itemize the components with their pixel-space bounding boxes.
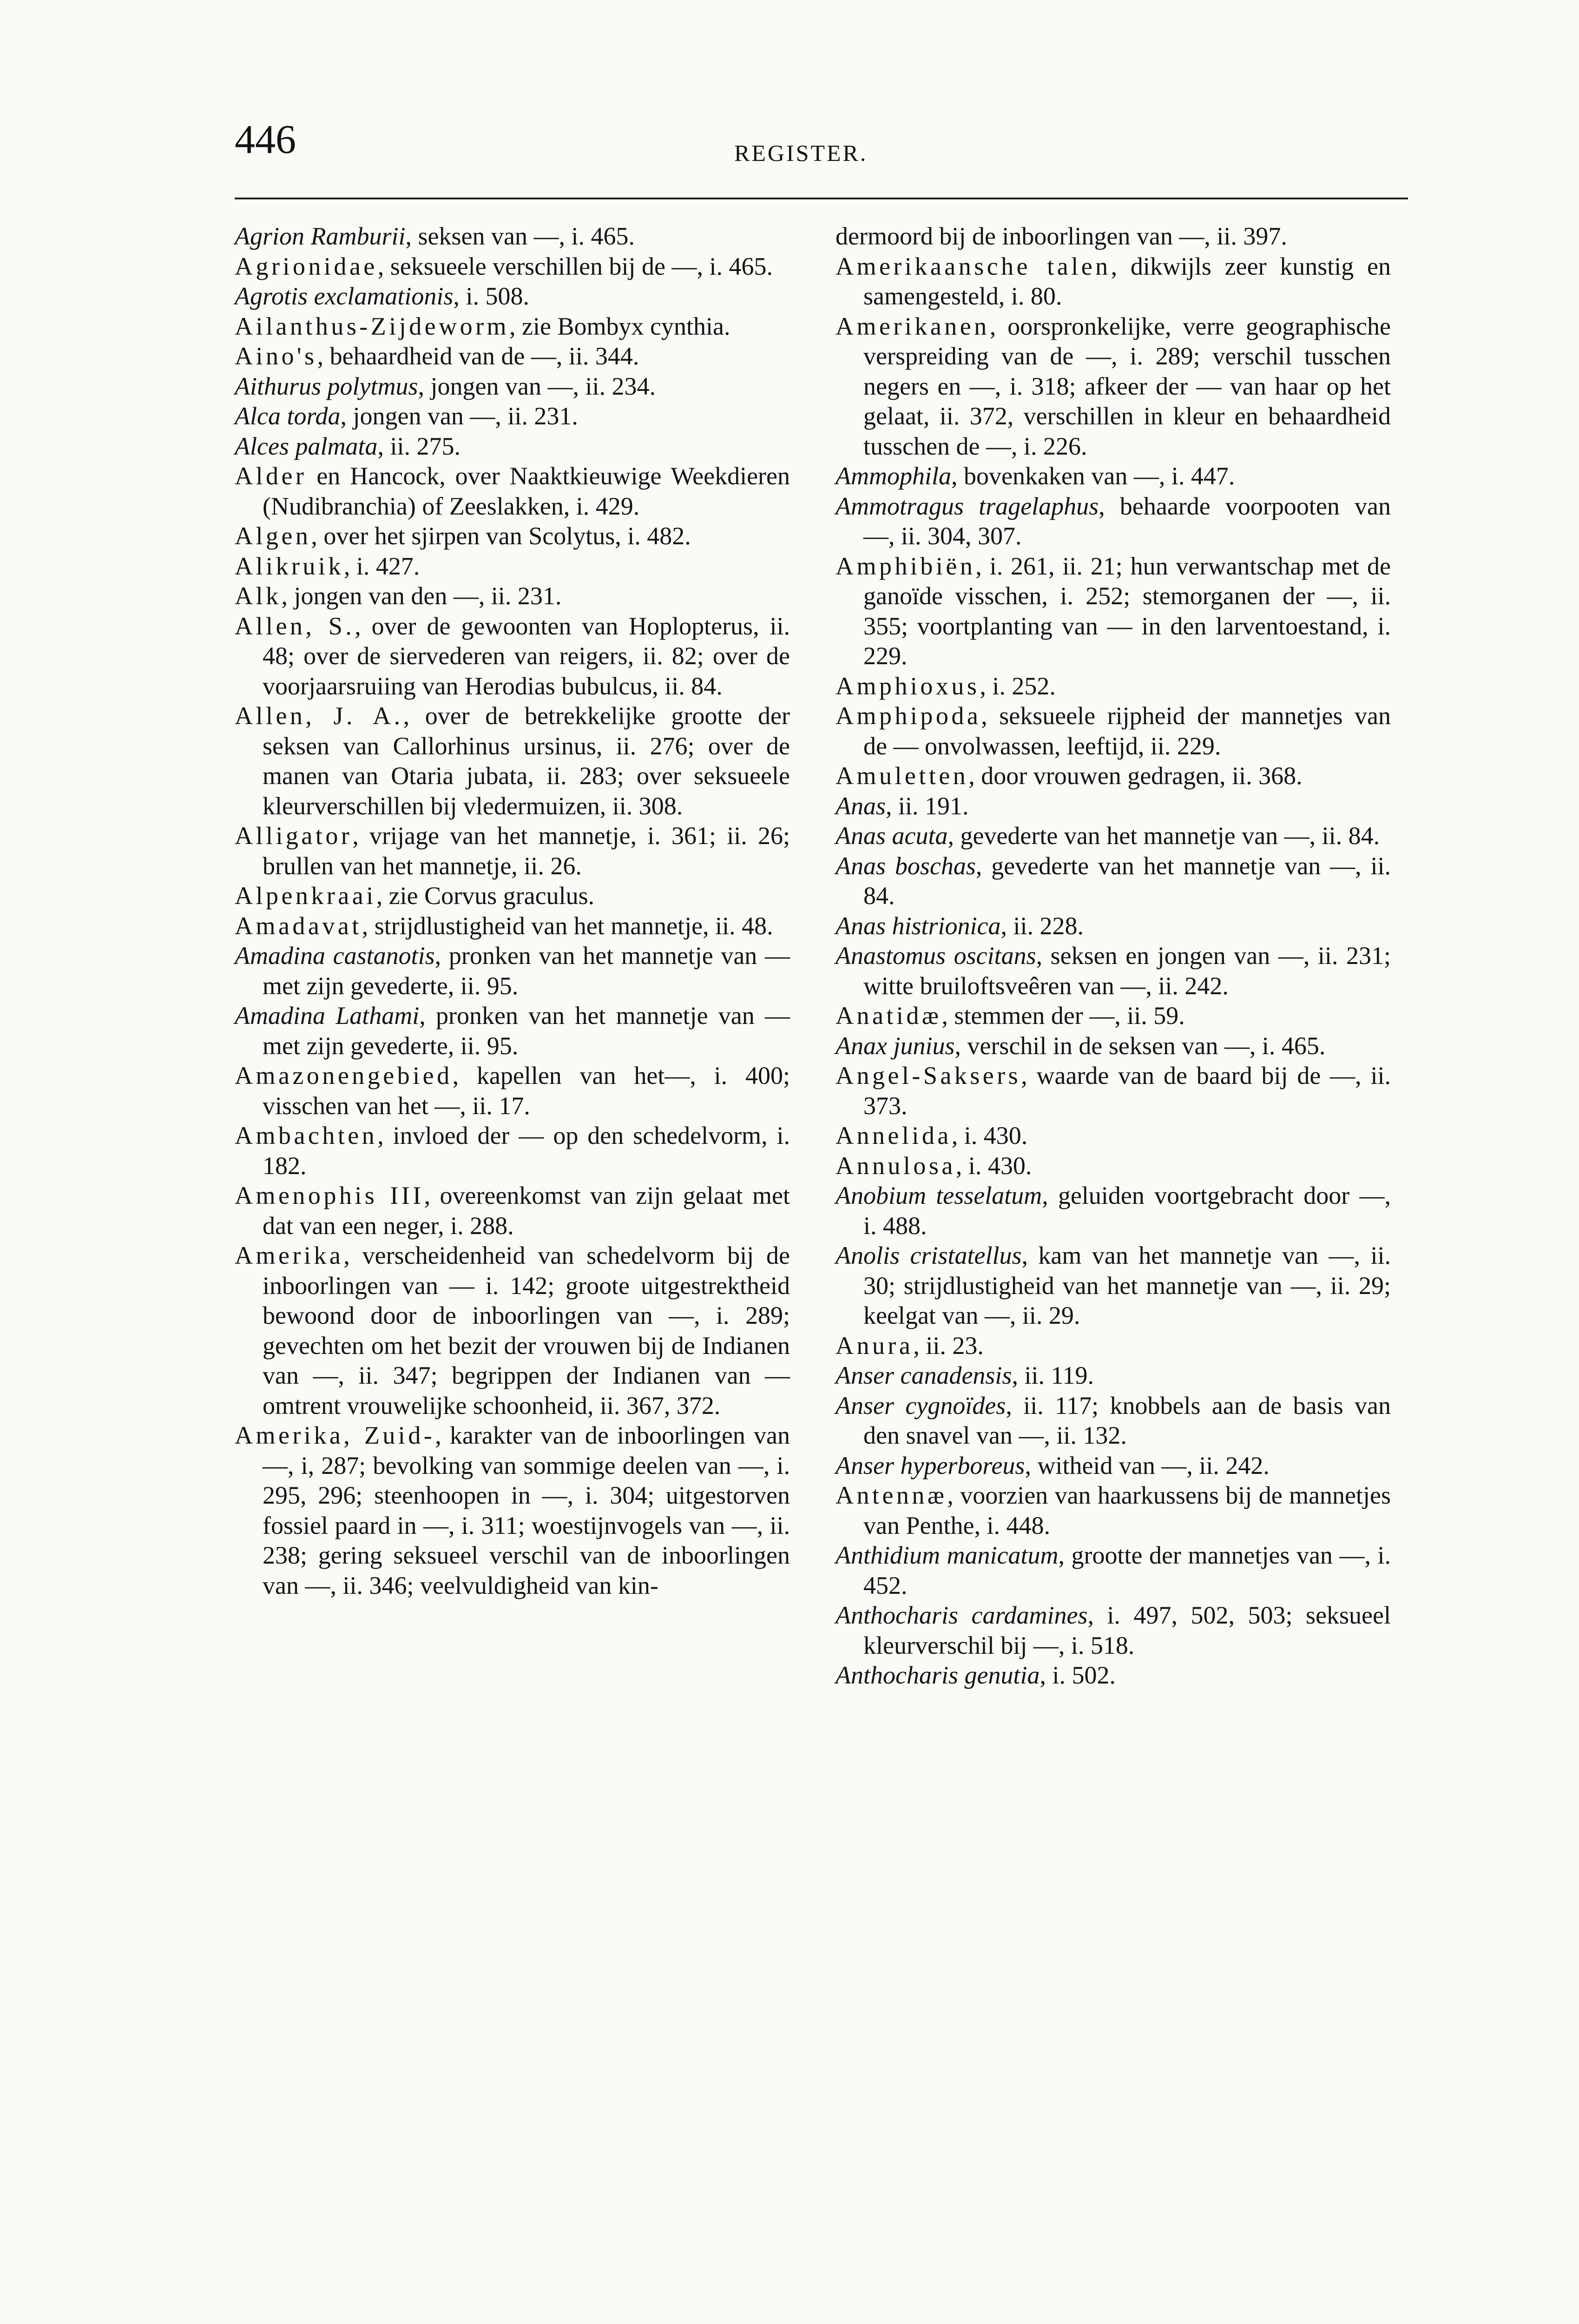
index-entry-text: dermoord bij de inboorlingen van —, ii. 397.	[836, 222, 1287, 250]
index-entry-head: Amphipoda	[836, 702, 981, 730]
index-entry-text: , vrijage van het mannetje, i. 361; ii. 26; brullen van het mannetje, ii. 26.	[263, 822, 790, 880]
index-entry-text: , kapellen van het—, i. 400; visschen van het —, ii. 17.	[263, 1062, 790, 1120]
index-entry-head: Aithurus polytmus	[235, 372, 418, 400]
running-head: REGISTER.	[734, 140, 868, 166]
index-entry-head: Amenophis III	[235, 1182, 424, 1209]
index-entry	[235, 611, 790, 701]
index-entry	[235, 1420, 790, 1600]
index-entry	[836, 1031, 1391, 1061]
index-entry-head: Alces palmata	[235, 432, 378, 460]
index-entry	[235, 431, 790, 462]
index-entry	[235, 551, 790, 581]
index-entry	[836, 1061, 1391, 1121]
index-entry-head: Amerika	[235, 1241, 344, 1269]
index-entry-text: , oorspronkelijke, verre geographische verspreiding van de —, i. 289; verschil tusschen negers en —, i. 318; afkeer der — van haar op het gelaat, ii. 372, verschillen in kleur en behaardheid tusschen de —, i. 226.	[863, 312, 1391, 460]
index-entry-head: Anthocharis cardamines	[836, 1601, 1088, 1629]
index-entry-head: Ambachten	[235, 1122, 378, 1149]
index-entry-text: , karakter van de inboorlingen van —, i, 287; bevolking van sommige deelen van —, i. 295, 296; steenhoopen in —, i. 304; uitgestorven fossiel paard in —, i. 311; woestijnvogels van —, ii. 238; gering seksueel verschil van de inboorlingen van —, ii. 346; veelvuldigheid van kin-	[263, 1421, 790, 1599]
index-entry	[836, 1600, 1391, 1660]
index-entry	[836, 461, 1391, 491]
index-entry	[836, 1331, 1391, 1361]
index-entry-head: Ammophila	[836, 462, 951, 490]
index-entry-head: Alikruik	[235, 552, 344, 580]
index-entry-text: , voorzien van haarkussens bij de mannetjes van Penthe, i. 448.	[863, 1481, 1391, 1539]
index-entry-head: Anobium tesselatum	[836, 1182, 1042, 1209]
index-entry	[836, 1540, 1391, 1600]
index-entry-text: , pronken van het mannetje van — met zijn gevederte, ii. 95.	[263, 1002, 790, 1060]
index-entry-head: Alder	[235, 462, 307, 490]
index-entry-head: Amadavat	[235, 911, 362, 940]
index-entry-text: , over het sjirpen van Scolytus, i. 482.	[311, 522, 691, 550]
index-entry-head: Anastomus oscitans	[836, 942, 1036, 970]
index-entry-text: , witheid van —, ii. 242.	[1025, 1451, 1270, 1479]
index-entry-head: Anthocharis genutia	[836, 1661, 1040, 1689]
index-entry	[235, 821, 790, 881]
index-column-left	[235, 221, 790, 1600]
index-entry-head: Anas boschas	[836, 852, 976, 880]
index-entry	[235, 521, 790, 551]
index-entry-head: Angel-Saksers	[836, 1062, 1021, 1089]
index-entry	[836, 1241, 1391, 1331]
index-entry-head: Anas histrionica	[836, 911, 1001, 940]
index-entry-text: , seksen en jongen van —, ii. 231; witte bruiloftsveêren van —, ii. 242.	[863, 942, 1391, 1000]
index-entry	[235, 281, 790, 311]
index-entry	[235, 581, 790, 611]
index-entry-text: , behaarde voorpooten van —, ii. 304, 307.	[863, 492, 1391, 550]
page-number: 446	[235, 117, 296, 162]
index-entry-head: Alk	[235, 582, 282, 610]
index-entry-text: , kam van het mannetje van —, ii. 30; strijdlustigheid van het mannetje van —, ii. 29; keelgat van —, ii. 29.	[863, 1241, 1391, 1329]
index-entry-head: Annelida	[836, 1122, 952, 1149]
index-entry-head: Annulosa	[836, 1151, 956, 1180]
index-entry	[836, 701, 1391, 761]
index-entry-text: , invloed der — op den schedelvorm, i. 182.	[263, 1122, 790, 1180]
index-entry-head: Anura	[836, 1331, 914, 1360]
index-entry	[235, 1001, 790, 1061]
index-entry-text: , over de gewoonten van Hoplopterus, ii. 48; over de siervederen van reigers, ii. 82; over de voorjaarsruiing van Herodias bubulcus, ii. 84.	[263, 612, 790, 700]
index-entry-text: , ii. 275.	[377, 432, 461, 460]
index-entry-head: Amuletten	[836, 762, 969, 790]
index-entry-head: Allen, J. A.	[235, 702, 403, 730]
index-entry-head: Amadina castanotis	[235, 942, 435, 970]
index-entry	[836, 251, 1391, 311]
index-entry-head: Anas	[836, 792, 886, 820]
index-entry-head: Anas acuta	[836, 822, 948, 850]
index-entry-head: Aino's	[235, 342, 317, 370]
index-entry	[235, 941, 790, 1001]
index-entry-text: , i. 497, 502, 503; seksueel kleurverschil bij —, i. 518.	[863, 1601, 1391, 1659]
index-entry-text: , ii. 23.	[913, 1331, 984, 1360]
index-entry	[235, 911, 790, 941]
index-entry	[235, 311, 790, 342]
index-entry	[235, 881, 790, 911]
index-entry-text: , jongen van —, ii. 234.	[418, 372, 656, 400]
index-entry-head: Agrion Ramburii	[235, 222, 406, 250]
index-entry-text: , i. 502.	[1040, 1661, 1116, 1689]
index-entry-head: Amazonengebied	[235, 1062, 453, 1089]
index-entry-head: Alligator	[235, 822, 353, 850]
index-entry-text: , i. 430.	[951, 1122, 1028, 1149]
index-entry-head: Allen, S.	[235, 612, 355, 640]
index-entry	[836, 1121, 1391, 1151]
index-entry	[836, 851, 1391, 911]
index-entry	[235, 701, 790, 821]
index-entry-text: , jongen van den —, ii. 231.	[281, 582, 562, 610]
index-entry-text: , ii. 191.	[886, 792, 969, 820]
index-entry-text: en Hancock, over Naaktkieuwige Weekdieren (Nudibranchia) of Zeeslakken, i. 429.	[263, 462, 790, 520]
index-entry-head: Agrotis exclamationis	[235, 282, 454, 310]
index-entry	[235, 1181, 790, 1241]
index-entry-text: , verschil in de seksen van —, i. 465.	[954, 1031, 1326, 1060]
index-entry-text: , grootte der mannetjes van —, i. 452.	[863, 1541, 1391, 1599]
index-entry-text: , ii. 117; knobbels aan de basis van den snavel van —, ii. 132.	[863, 1391, 1391, 1449]
index-entry-head: Agrionidae	[235, 252, 378, 280]
index-entry-text: , overeenkomst van zijn gelaat met dat van een neger, i. 288.	[263, 1182, 790, 1240]
index-entry-head: Amerikanen	[836, 312, 990, 340]
index-entry-head: Ammotragus tragelaphus	[836, 492, 1099, 520]
index-entry-text: , strijdlustigheid van het mannetje, ii. 48.	[362, 911, 773, 940]
index-entry-head: Anatidæ	[836, 1002, 942, 1030]
index-entry	[836, 1480, 1391, 1540]
index-entry-text: , dikwijls zeer kunstig en samengesteld, i. 80.	[863, 252, 1391, 310]
index-entry-head: Anax junius	[836, 1031, 955, 1060]
index-entry-text: , gevederte van het mannetje van —, ii. 84.	[863, 852, 1391, 910]
index-entry	[836, 821, 1391, 851]
index-entry-text: , waarde van de baard bij de —, ii. 373.	[863, 1062, 1391, 1120]
index-entry-head: Anolis cristatellus	[836, 1241, 1022, 1269]
index-entry	[836, 1660, 1391, 1690]
index-entry-text: , i. 427.	[343, 552, 420, 580]
index-entry-text: , i. 430.	[955, 1151, 1032, 1180]
index-entry-text: , pronken van het mannetje van — met zijn gevederte, ii. 95.	[263, 942, 790, 1000]
index-entry-text: , i. 252.	[980, 672, 1056, 700]
index-entry-text: , jongen van —, ii. 231.	[340, 402, 578, 430]
index-entry-text: , seksueele verschillen bij de —, i. 465.	[377, 252, 773, 280]
index-entry-head: Amerikaansche talen	[836, 252, 1111, 280]
index-entry-text: , seksen van —, i. 465.	[405, 222, 635, 250]
index-entry	[836, 311, 1391, 462]
index-entry	[235, 251, 790, 282]
index-entry	[836, 1181, 1391, 1241]
index-entry-text: , zie Bombyx cynthia.	[509, 312, 730, 340]
index-entry	[836, 761, 1391, 791]
index-entry-head: Amphioxus	[836, 672, 980, 700]
index-entry	[836, 1360, 1391, 1391]
index-column-right	[836, 221, 1391, 1690]
index-entry-text: , seksueele rijpheid der mannetjes van de — onvolwassen, leeftijd, ii. 229.	[863, 702, 1391, 760]
index-entry-text: , behaardheid van de —, ii. 344.	[317, 342, 639, 370]
index-entry-text: , door vrouwen gedragen, ii. 368.	[968, 762, 1303, 790]
index-entry	[836, 1001, 1391, 1031]
index-entry	[836, 791, 1391, 821]
index-entry-text: , zie Corvus graculus.	[376, 882, 595, 910]
index-entry-text: , gevederte van het mannetje van —, ii. 84.	[947, 822, 1380, 850]
index-entry	[836, 671, 1391, 701]
index-entry-text: , bovenkaken van —, i. 447.	[951, 462, 1235, 490]
index-entry	[836, 941, 1391, 1001]
index-entry-text: , geluiden voortgebracht door —, i. 488.	[863, 1182, 1391, 1240]
index-entry	[235, 1061, 790, 1121]
index-entry	[836, 1151, 1391, 1181]
index-entry-head: Anthidium manicatum	[836, 1541, 1059, 1569]
header-rule	[235, 198, 1408, 199]
index-entry	[836, 221, 1391, 251]
index-entry-head: Antennæ	[836, 1481, 947, 1509]
index-entry	[235, 401, 790, 431]
index-entry-head: Amphibiën	[836, 552, 976, 580]
index-entry	[235, 1121, 790, 1181]
index-entry-head: Anser cygnoïdes	[836, 1391, 1006, 1419]
index-entry-text: , i. 261, ii. 21; hun verwantschap met de ganoïde visschen, i. 252; stemorganen der —, ii. 355; voortplanting van — in den larventoestand, i. 229.	[863, 552, 1391, 670]
index-entry-head: Ailanthus-Zijdeworm	[235, 312, 510, 340]
index-entry-text: , ii. 119.	[1012, 1361, 1094, 1389]
index-entry	[235, 341, 790, 371]
index-entry-head: Amerika, Zuid-	[235, 1421, 435, 1449]
index-entry-text: , verscheidenheid van schedelvorm bij de inboorlingen van — i. 142; groote uitgestrektheid bewoond door de inboorlingen van —, i. 289; gevechten om het bezit der vrouwen bij de Indianen van —, ii. 347; begrippen der Indianen van — omtrent vrouwelijke schoonheid, ii. 367, 372.	[263, 1241, 790, 1419]
index-entry-head: Amadina Lathami	[235, 1002, 420, 1030]
index-entry-head: Anser canadensis	[836, 1361, 1012, 1389]
index-entry-text: , over de betrekkelijke grootte der seksen van Callorhinus ursinus, ii. 276; over de manen van Otaria jubata, ii. 283; over seksueele kleurverschillen bij vledermuizen, ii. 308.	[263, 702, 790, 820]
index-entry	[235, 461, 790, 521]
index-entry-head: Alpenkraai	[235, 882, 376, 910]
index-entry	[235, 371, 790, 402]
index-entry	[235, 221, 790, 251]
index-entry	[836, 1391, 1391, 1451]
index-entry	[836, 491, 1391, 551]
index-entry	[836, 1451, 1391, 1481]
index-entry	[836, 911, 1391, 941]
index-entry-head: Anser hyperboreus	[836, 1451, 1025, 1479]
index-entry	[836, 551, 1391, 671]
index-entry-text: , ii. 228.	[1000, 911, 1084, 940]
index-entry	[235, 1241, 790, 1420]
index-entry-head: Alca torda	[235, 402, 341, 430]
index-entry-text: , stemmen der —, ii. 59.	[941, 1002, 1185, 1030]
index-entry-text: , i. 508.	[453, 282, 529, 310]
index-entry-head: Algen	[235, 522, 311, 550]
